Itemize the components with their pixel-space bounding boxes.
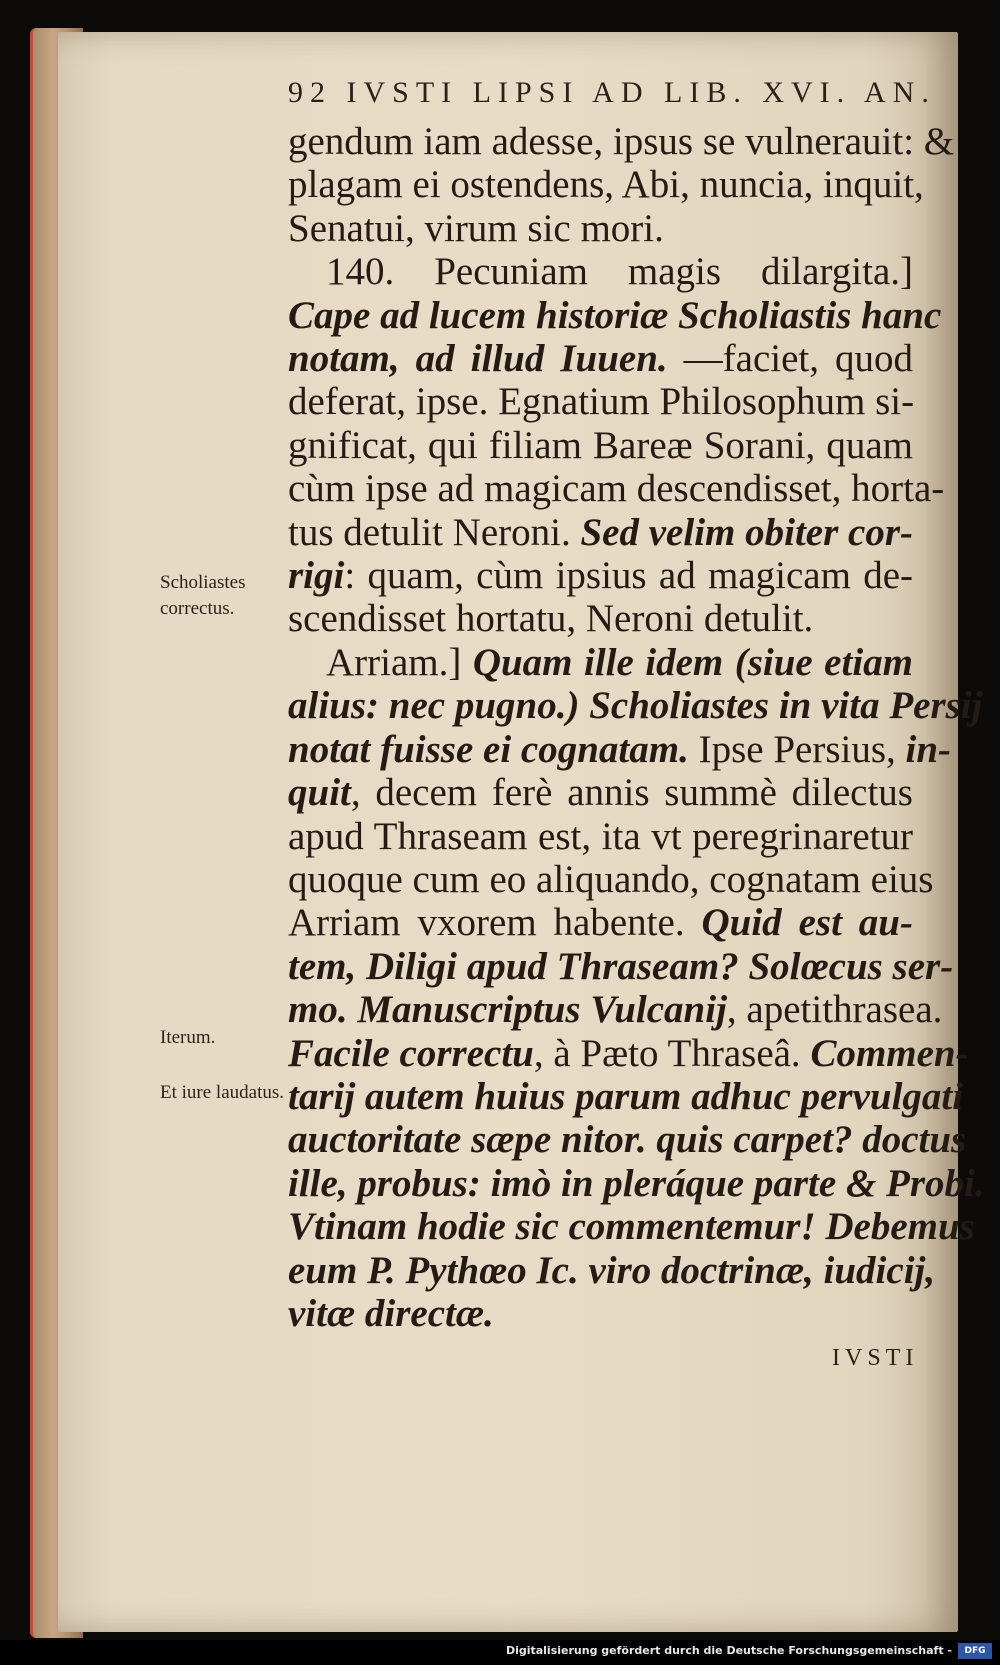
text-run: , apetithrasea. [726, 988, 943, 1032]
text-line: gendum iam adesse, ipsus se vulnerauit: & [288, 120, 955, 163]
text-line: Senatui, virum sic mori. [288, 206, 664, 250]
text-run: Ipse Persius, [688, 727, 906, 771]
text-line: eum P. Pythœo Ic. viro doctrinæ, iudicij, [288, 1248, 936, 1292]
text-line: plagam ei ostendens, Abi, nuncia, inquit, [288, 163, 924, 207]
text-line [288, 554, 913, 597]
running-head: 92 IVSTI LIPSI AD LIB. XVI. AN. [288, 76, 936, 109]
text-run: Sed velim obiter cor- [580, 510, 914, 554]
text-run: , à Pæto Thraseâ. [533, 1031, 811, 1075]
text-run: mo. Manuscriptus Vulcanij [288, 988, 727, 1032]
catchword: IVSTI [832, 1345, 919, 1371]
text-line: tarij autem huius parum adhuc pervulgati [288, 1074, 964, 1118]
text-line: gnificat, qui filiam Bareæ Sorani, quam [288, 423, 913, 467]
text-line: vitæ directæ. [288, 1291, 494, 1335]
text-line: ille, probus: imò in pleráque parte & Probi. [288, 1161, 985, 1205]
text-line: tem, Diligi apud Thraseam? Solœcus ser- [288, 944, 954, 988]
text-run: Facile correctu [288, 1031, 534, 1075]
text-run: Arriam.] [326, 640, 473, 684]
text-run: in- [905, 727, 952, 771]
text-line: Cape ad lucem historiæ Scholiastis hanc [288, 293, 942, 337]
text-line: scendisset hortatu, Neroni detulit. [288, 597, 814, 641]
text-line [288, 641, 913, 684]
text-line: alius: nec pugno.) Scholiastes in vita Persij [288, 684, 983, 728]
text-line [288, 337, 913, 380]
text-run: Quam ille idem (siue etiam [472, 640, 913, 684]
text-run: Arriam vxorem habente. [288, 901, 702, 945]
margin-note: Scholiastes correctus. [160, 572, 246, 619]
main-text [288, 120, 985, 1335]
text-run: Quid est au- [701, 901, 913, 945]
text-line: quoque cum eo aliquando, cognatam eius [288, 857, 934, 901]
text-line [288, 511, 913, 554]
text-line [288, 901, 913, 944]
footer-credit: Digitalisierung gefördert durch die Deutsche Forschungsgemeinschaft - [505, 1644, 952, 1657]
text-line [288, 771, 913, 814]
text-run: : quam, cùm ipsius ad magicam de- [344, 554, 913, 598]
text-run: quit [288, 771, 351, 815]
text-run: Commen- [810, 1031, 969, 1075]
text-run: —faciet, quod [667, 337, 913, 381]
text-line [288, 1031, 969, 1075]
text-run: , decem ferè annis summè dilectus [350, 771, 913, 815]
text-line [288, 727, 952, 771]
text-line-heading: 140. Pecuniam magis dilargita.] [326, 250, 913, 294]
text-run: tus detulit Neroni. [288, 510, 581, 554]
text-line: auctoritate sæpe nitor. quis carpet? doctus [288, 1118, 967, 1162]
margin-note: Et iure laudatus. [160, 1082, 284, 1103]
margin-note: Iterum. [160, 1027, 216, 1048]
text-line: apud Thraseam est, ita vt peregrinaretur [288, 814, 913, 858]
text-line: Vtinam hodie sic commentemur! Debemus [288, 1205, 975, 1249]
text-run: rigi [288, 554, 345, 598]
dfg-logo-icon: DFG [958, 1643, 992, 1659]
footer-bar [0, 1640, 1000, 1665]
text-line: deferat, ipse. Egnatium Philosophum si- [288, 380, 915, 424]
text-run: notat fuisse ei cognatam. [288, 727, 689, 771]
text-line: cùm ipse ad magicam descendisset, horta- [288, 467, 945, 511]
text-line [288, 988, 943, 1032]
text-run: notam, ad illud Iuuen. [288, 337, 668, 381]
